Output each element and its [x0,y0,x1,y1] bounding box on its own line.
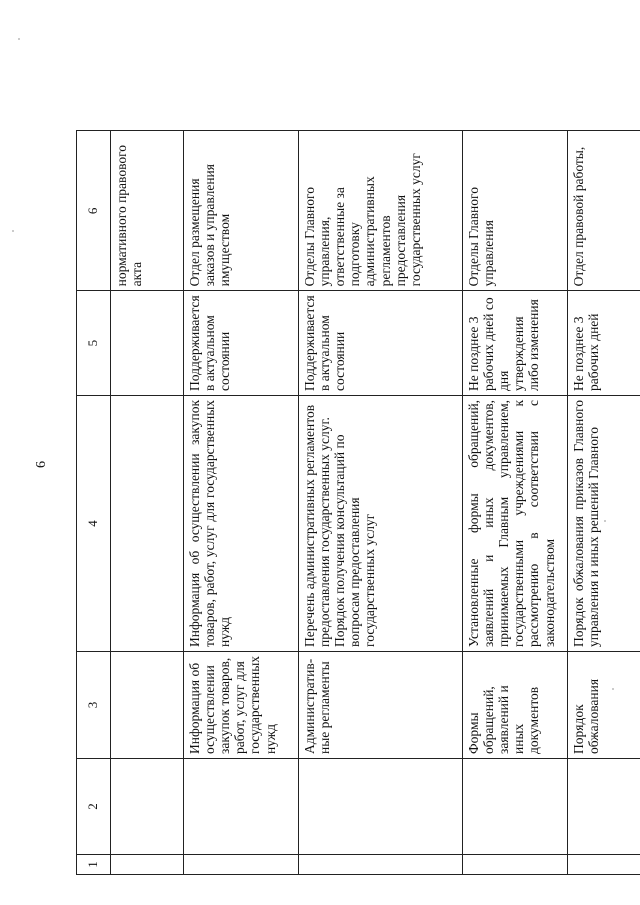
column-header: 1 [77,855,111,875]
table-cell: Отдел правовой работы, [568,131,640,291]
table-row [463,131,568,875]
table-cell: Перечень административных регламентов предоставления государственных услуг. Порядок получения консультаций по вопросам предоставления государственных услуг [299,395,463,651]
table-cell: Установленные формы обращений, заявлений и иных документов, принимаемых Главным управлением, государственными учреждениями к рассмотрению в соответствии с законодательством [463,395,568,651]
table-row [184,131,299,875]
table-cell: Порядок обжалования [568,651,640,758]
table-cell: Отделы Главного управления [463,131,568,291]
table-cell [299,759,463,855]
table-cell [111,395,184,651]
scan-speck [12,230,14,232]
table-cell: Не позднее 3 рабочих дней со дня утверждения либо изменения [463,291,568,396]
scan-speck [612,688,614,690]
table-header-row [77,131,111,875]
table-cell: Поддерживается в актуальном состоянии [184,291,299,396]
table-cell [184,759,299,855]
table-cell [568,855,640,875]
table-cell: Отделы Главного управления, ответственные за подготовку административных регламентов предоставления государственных услуг [299,131,463,291]
column-header: 2 [77,759,111,855]
table-cell [299,855,463,875]
table-cell: Не позднее 3 рабочих дней [568,291,640,396]
table-row [568,131,640,875]
table-cell [111,855,184,875]
table-cell: Порядок обжалования приказов Главного управления и иных решений Главного [568,395,640,651]
table-cell [111,291,184,396]
table-cell: Информация об осуществлении закупок товаров, работ, услуг для государственных нужд [184,395,299,651]
page-number: 6 [34,461,49,468]
column-header: 3 [77,651,111,758]
document-table [76,130,640,875]
table-cell: Поддерживается в актуальном состоянии [299,291,463,396]
table-row [299,131,463,875]
scan-speck [18,38,20,40]
table-cell: Отдел размещения заказов и управления имуществом [184,131,299,291]
table-cell: Формы обращений, заявлений и иных документов [463,651,568,758]
table-cell [463,759,568,855]
table-cell: Информация об осуществлении закупок товаров, работ, услуг для государственных нужд [184,651,299,758]
table-cell [111,759,184,855]
column-header: 5 [77,291,111,396]
table-cell [568,759,640,855]
table-cell: нормативного правового акта [111,131,184,291]
column-header: 4 [77,395,111,651]
table-cell: Административ-ные регламенты [299,651,463,758]
column-header: 6 [77,131,111,291]
table-row [111,131,184,875]
table-cell [111,651,184,758]
table-cell [463,855,568,875]
table-cell [184,855,299,875]
scan-speck [604,520,606,522]
